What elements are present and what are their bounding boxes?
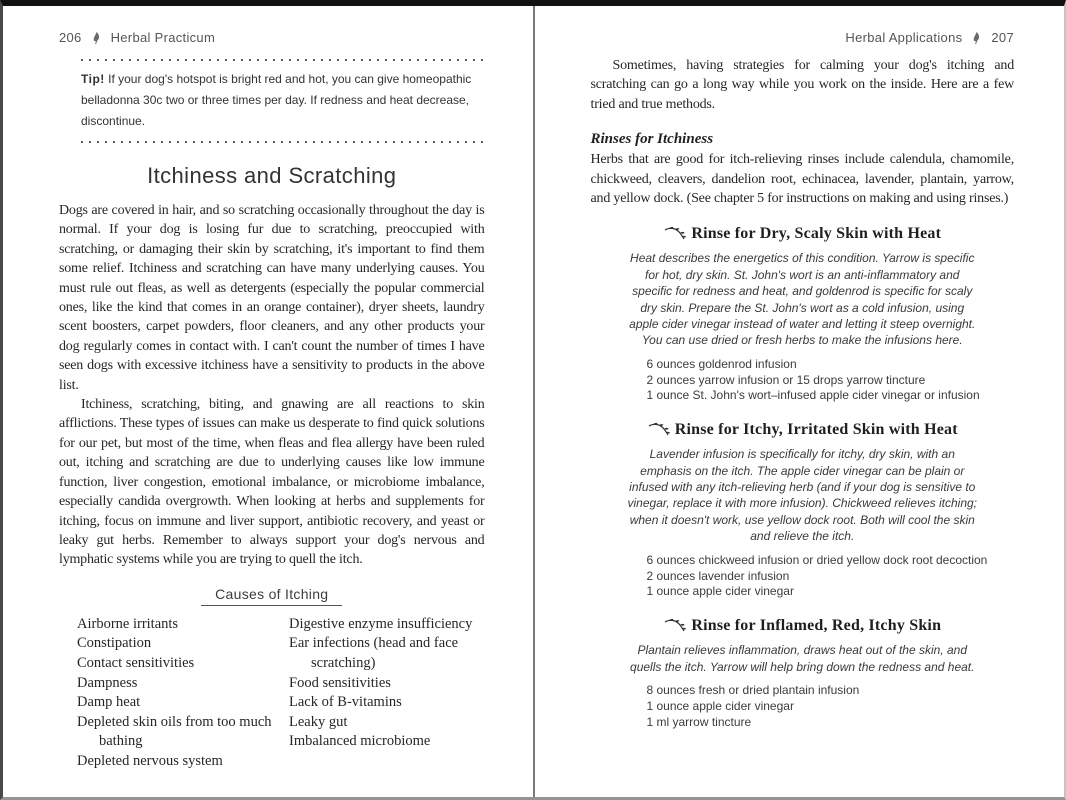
tip-label: Tip! bbox=[81, 72, 105, 86]
ingredient: 8 ounces fresh or dried plantain infusion bbox=[646, 682, 860, 697]
sprig-icon bbox=[647, 422, 671, 436]
list-item: Airborne irritants bbox=[77, 615, 179, 632]
recipe-title bbox=[591, 421, 1015, 439]
list-item: Ear infections (head and face scratching) bbox=[289, 635, 459, 671]
ingredient: 2 ounces lavender infusion bbox=[646, 568, 790, 583]
recipe-description: Heat describes the energetics of this condition. Yarrow is specific for hot, dry skin. St. John's wort is an anti-inflammatory and specific for redness and heat, and goldenrod is specific for scaly dry skin. Prepare the St. John's wort as a cold infusion, using apple cider vinegar instead of water and letting it steep overnight. You can use dried or fresh herbs to make the infusions here. bbox=[629, 251, 976, 348]
section-title: Itchiness and Scratching bbox=[147, 163, 397, 188]
list-item: Dampness bbox=[77, 674, 138, 691]
list-item: Depleted nervous system bbox=[77, 752, 223, 769]
recipe-description: Lavender infusion is specifically for itchy, dry skin, with an emphasis on the itch. The apple cider vinegar can be plain or infused with any itch-relieving herb (and if your dog is sensitive to vinegar, replace it with more infusion). Chickweed relieves itching; when it doesn't work, use yellow dock root. Both will cool the skin and relieve the itch. bbox=[627, 447, 977, 544]
causes-of-itching-table bbox=[59, 586, 485, 772]
causes-columns bbox=[59, 615, 485, 772]
rinses-body bbox=[591, 150, 1015, 208]
recipe-title-text: Rinse for Dry, Scaly Skin with Heat bbox=[691, 225, 942, 243]
list-item: Digestive enzyme insufficiency bbox=[289, 615, 473, 632]
running-head-title: Herbal Applications bbox=[845, 30, 963, 45]
ingredient: 6 ounces goldenrod infusion bbox=[646, 356, 797, 371]
leaf-icon bbox=[971, 31, 982, 45]
ingredient: 1 ounce apple cider vinegar bbox=[646, 584, 794, 599]
recipe-description: Plantain relieves inflammation, draws heat out of the skin, and quells the itch. Yarrow will help bring down the redness and heat. bbox=[630, 643, 975, 674]
ingredient-list bbox=[647, 357, 1015, 404]
list-item: Contact sensitivities bbox=[77, 654, 195, 671]
list-item: Imbalanced microbiome bbox=[289, 733, 431, 750]
recipe-title bbox=[591, 617, 1015, 635]
page-right bbox=[534, 6, 1065, 797]
causes-column-2 bbox=[289, 615, 485, 772]
sprig-icon bbox=[663, 226, 687, 240]
body-copy bbox=[59, 201, 485, 570]
ingredient: 1 ounce apple cider vinegar bbox=[646, 698, 794, 713]
list-item: Constipation bbox=[77, 635, 152, 652]
tip-box bbox=[81, 59, 483, 143]
ingredient-list bbox=[647, 553, 1015, 600]
running-head-title: Herbal Practicum bbox=[110, 30, 216, 45]
recipe-inflamed-red-itchy-skin bbox=[591, 617, 1015, 730]
running-head-left bbox=[59, 30, 485, 45]
list-item: Depleted skin oils from too much bathing bbox=[77, 713, 272, 750]
list-item: Leaky gut bbox=[289, 713, 348, 730]
recipe-title-text: Rinse for Inflamed, Red, Itchy Skin bbox=[691, 617, 942, 635]
ingredient: 6 ounces chickweed infusion or dried yellow dock root decoction bbox=[646, 552, 988, 567]
rinses-for-itchiness-heading: Rinses for Itchiness bbox=[590, 131, 714, 148]
dotted-rule-top bbox=[81, 59, 483, 61]
dotted-rule-bottom bbox=[81, 141, 483, 143]
ingredient-list bbox=[647, 683, 1015, 730]
paragraph: Sometimes, having strategies for calming your dog's itching and scratching can go a long way while you work on the inside. Here are a few tried and true methods. bbox=[590, 58, 1014, 112]
ingredient: 1 ml yarrow tincture bbox=[646, 714, 752, 729]
recipe-itchy-irritated-skin bbox=[591, 421, 1015, 600]
list-item: Damp heat bbox=[77, 694, 141, 711]
page-left bbox=[3, 6, 534, 797]
list-item: Food sensitivities bbox=[289, 674, 391, 691]
causes-title bbox=[59, 586, 485, 606]
ingredient: 2 ounces yarrow infusion or 15 drops yarrow tincture bbox=[646, 372, 926, 387]
recipe-title bbox=[591, 225, 1015, 243]
intro-copy bbox=[591, 56, 1015, 114]
list-item: Lack of B-vitamins bbox=[289, 694, 402, 711]
ingredient: 1 ounce St. John's wort–infused apple cider vinegar or infusion bbox=[646, 388, 980, 403]
running-head-right bbox=[591, 30, 1015, 45]
tip-body: If your dog's hotspot is bright red and hot, you can give homeopathic belladonna 30c two or three times per day. If redness and heat decrease, discontinue. bbox=[81, 72, 472, 128]
causes-column-1 bbox=[77, 615, 289, 772]
leaf-icon bbox=[91, 31, 102, 45]
page-number: 206 bbox=[59, 30, 82, 45]
tip-text bbox=[81, 63, 483, 139]
page-number: 207 bbox=[991, 30, 1014, 45]
paragraph: Herbs that are good for itch-relieving rinses include calendula, chamomile, chickweed, cleavers, dandelion root, echinacea, lavender, plantain, yarrow, and yellow dock. (See chapter 5 for instructions on making and using rinses.) bbox=[590, 152, 1014, 207]
recipe-dry-scaly-skin bbox=[591, 225, 1015, 404]
causes-title-text: Causes of Itching bbox=[201, 586, 342, 606]
sprig-icon bbox=[663, 618, 687, 632]
recipe-title-text: Rinse for Itchy, Irritated Skin with Heat bbox=[674, 421, 958, 439]
paragraph: Itchiness, scratching, biting, and gnawing are all reactions to skin afflictions. These types of issues can make us desperate to find quick solutions for our pet, but most of the time, when fleas and flea allergy have been ruled out, itching and scratching are due to underlying causes like low immune function, liver congestion, emotional imbalance, or microbiome imbalance, especially candida overgrowth. When looking at herbs and supplements for itching, focus on immune and liver support, antibiotic recovery, and yeast or leaky gut herbs. Remember to always support your dog's nervous and lymphatic systems while you are trying to quell the itch. bbox=[59, 397, 485, 568]
paragraph: Dogs are covered in hair, and so scratching occasionally throughout the day is normal. If your dog is losing fur due to scratching, preoccupied with scratching, or damaging their skin by scratching, it's important to find them some relief. Itchiness and scratching can have many underlying causes. You must rule out fleas, as well as detergents (especially the popular commercial ones, like the kind that comes in an orange container), dryer sheets, laundry scent boosters, carpet powders, floor cleaners, and any other products your dog regularly comes in contact with. I can't count the number of times I have seen dogs with excessive itchiness have a sensitivity to products in the above list. bbox=[59, 203, 485, 393]
